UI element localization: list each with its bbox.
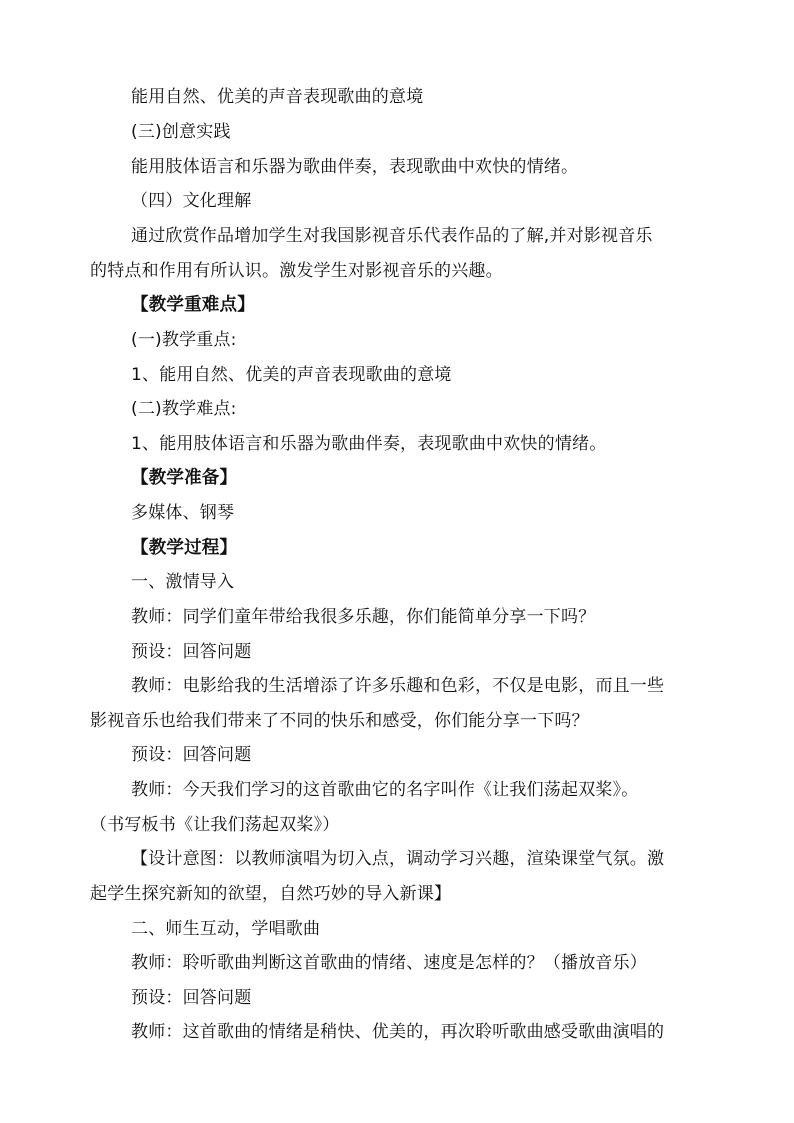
subheading: (二)教学难点: [131, 399, 237, 419]
subheading: 一、激情导入 [131, 572, 235, 592]
text-line: 能用自然、优美的声音表现歌曲的意境 [131, 87, 424, 107]
text-line: 教师：聆听歌曲判断这首歌曲的情绪、速度是怎样的？（播放音乐） [131, 953, 647, 973]
subheading: （四）文化理解 [131, 191, 252, 211]
design-intent-line: 【设计意图：以教师演唱为切入点，调动学习兴趣，渲染课堂气氛。激 [131, 849, 665, 869]
section-heading: 【教学准备】 [131, 468, 238, 488]
subheading: (一)教学重点: [131, 330, 237, 350]
text-line: 1、能用肢体语言和乐器为歌曲伴奏，表现歌曲中欢快的情绪。 [131, 434, 607, 454]
text-line: 教师：同学们童年带给我很多乐趣，你们能简单分享一下吗？ [131, 607, 596, 627]
text-line: 的特点和作用有所认识。激发学生对影视音乐的兴趣。 [90, 261, 503, 281]
text-line: 教师：电影给我的生活增添了许多乐趣和色彩，不仅是电影，而且一些 [131, 676, 665, 696]
subheading: (三)创意实践 [131, 122, 231, 142]
text-line: 教师：今天我们学习的这首歌曲它的名字叫作《让我们荡起双桨》。 [131, 780, 639, 800]
text-line: 多媒体、钢琴 [131, 503, 235, 523]
section-heading: 【教学过程】 [131, 538, 238, 558]
text-line: 教师：这首歌曲的情绪是稍快、优美的，再次聆听歌曲感受歌曲演唱的 [131, 1022, 665, 1042]
design-intent-line: 起学生探究新知的欲望，自然巧妙的导入新课】 [90, 884, 452, 904]
text-line: （书写板书《让我们荡起双桨》） [90, 815, 340, 835]
text-line: 1、能用自然、优美的声音表现歌曲的意境 [131, 365, 452, 385]
text-line: 预设：回答问题 [131, 642, 252, 662]
text-line: 影视音乐也给我们带来了不同的快乐和感受，你们能分享一下吗？ [90, 711, 589, 731]
text-line: 通过欣赏作品增加学生对我国影视音乐代表作品的了解,并对影视音乐 [131, 226, 653, 246]
text-line: 能用肢体语言和乐器为歌曲伴奏，表现歌曲中欢快的情绪。 [131, 157, 579, 177]
text-line: 预设：回答问题 [131, 745, 252, 765]
section-heading: 【教学重难点】 [131, 295, 255, 315]
subheading: 二、师生互动，学唱歌曲 [131, 919, 321, 939]
text-line: 预设：回答问题 [131, 988, 252, 1008]
